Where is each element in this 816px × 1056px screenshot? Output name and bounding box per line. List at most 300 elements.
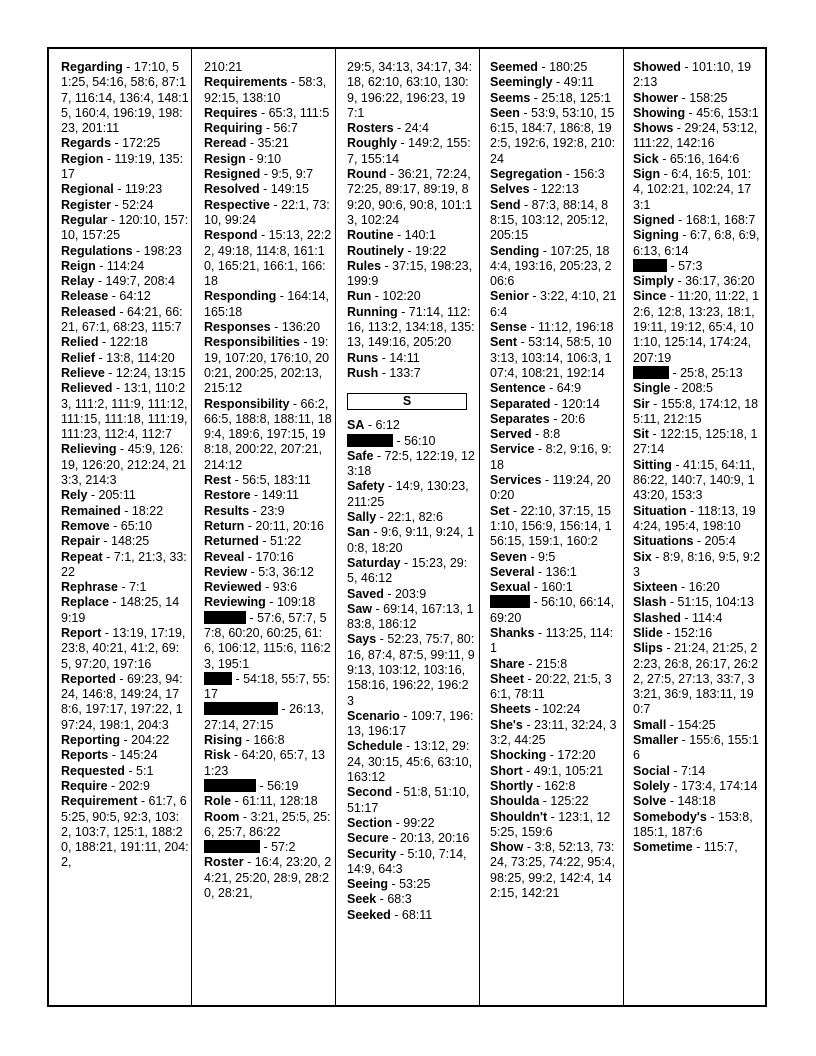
index-term: SA (347, 418, 365, 433)
index-entry: Relied - 122:18 (61, 335, 148, 350)
index-term: Slashed (633, 610, 681, 625)
index-term: Restore (204, 488, 251, 503)
page-line-refs: 204:22 (131, 733, 170, 748)
index-entry: Seeked - 68:11 (347, 907, 433, 922)
index-entry: Sexual - 160:1 (490, 580, 573, 595)
index-term: Rules (347, 258, 382, 273)
index-entry: Section - 99:22 (347, 815, 435, 830)
index-entry: Separates - 20:6 (490, 411, 586, 426)
index-term: Require (61, 778, 108, 793)
page-line-refs: 58:3, 92:15, 138:10 (204, 75, 327, 105)
index-term: Senior (490, 289, 529, 304)
index-entry: Service - 8:2, 9:16, 9:18 (490, 442, 612, 472)
page-line-refs: 149:15 (270, 182, 309, 197)
index-entry: Somebody's - 153:8, 185:1, 187:6 (633, 809, 753, 839)
index-entry: Room - 3:21, 25:5, 25:6, 25:7, 86:22 (204, 809, 331, 839)
index-term: Respective (204, 197, 271, 212)
page-line-refs: 125:22 (550, 794, 589, 809)
index-term: Signed (633, 212, 675, 227)
index-term: Somebody's (633, 809, 707, 824)
index-term: Solve (633, 794, 667, 809)
page-line-refs: 25:18, 125:1 (541, 90, 611, 105)
index-entry: Saved - 203:9 (347, 586, 427, 601)
page-line-refs: 6:12 (375, 418, 400, 433)
index-term: Round (347, 167, 387, 182)
index-term: Sometime (633, 840, 693, 855)
index-term: Sitting (633, 457, 672, 472)
index-term: Regional (61, 182, 114, 197)
page-line-refs: 20:11, 20:16 (255, 518, 324, 533)
index-term: Returned (204, 534, 259, 549)
column-divider (191, 47, 192, 1007)
index-entry: Responsibility - 66:2, 66:5, 188:8, 188:11, 189:4, 189:6, 197:15, 198:18, 200:22, 207:21, 214:12 (204, 396, 332, 472)
index-entry: Rosters - 24:4 (347, 121, 429, 136)
index-term: Seeked (347, 907, 391, 922)
index-entry: Regulations - 198:23 (61, 243, 182, 258)
page-line-refs: 13:8, 114:20 (106, 350, 175, 365)
index-entry: Six - 8:9, 8:16, 9:5, 9:23 (633, 549, 761, 579)
index-entry: Seemingly - 49:11 (490, 75, 594, 90)
index-entry: Replace - 148:25, 149:19 (61, 595, 180, 625)
index-entry (204, 60, 332, 75)
page-line-refs: 205:11 (98, 488, 136, 503)
page-line-refs: 149:7, 208:4 (105, 274, 175, 289)
page-line-refs: 14:9, 130:23, 211:25 (347, 479, 469, 509)
index-term: Security (347, 846, 397, 861)
index-term: Requiring (204, 121, 263, 136)
index-term: Shouldn't (490, 809, 548, 824)
index-entry: Requirements - 58:3, 92:15, 138:10 (204, 75, 327, 105)
page-line-refs: 102:24 (542, 702, 581, 717)
page-line-refs: 23:11, 32:24, 33:2, 44:25 (490, 717, 617, 748)
index-column-5 (633, 60, 761, 855)
index-entry: Safety - 14:9, 130:23, 211:25 (347, 479, 469, 509)
page-line-refs: 120:10, 157:10, 157:25 (61, 212, 189, 243)
index-term: Region (61, 151, 104, 166)
page-line-refs: 54:18, 55:7, 55:17 (204, 671, 330, 702)
redaction-bar (347, 434, 393, 447)
page-line-refs: 56:5, 183:11 (242, 473, 311, 488)
page-line-refs: 9:5 (537, 549, 556, 564)
index-entry: Sick - 65:16, 164:6 (633, 151, 740, 166)
index-entry: Shanks - 113:25, 114:1 (490, 625, 614, 656)
page-line-refs: 3:22, 4:10, 216:4 (490, 289, 617, 319)
index-term: Responding (204, 289, 277, 304)
index-term: Slips (633, 641, 663, 656)
index-entry: - 57:6, 57:7, 57:8, 60:20, 60:25, 61:6, 106:12, 115:6, 116:23, 195:1 (204, 610, 331, 671)
index-term: Reviewed (204, 580, 262, 595)
index-entry: Segregation - 156:3 (490, 167, 605, 182)
page-line-refs: 16:4, 23:20, 24:21, 25:20, 28:9, 28:20, 28:21, (204, 855, 332, 901)
index-term: Roster (204, 855, 244, 870)
index-term: Sense (490, 320, 527, 335)
index-entry: Slash - 51:15, 104:13 (633, 595, 754, 610)
index-term: Separated (490, 396, 551, 411)
page-line-refs: 9:5, 9:7 (271, 167, 314, 182)
page-line-refs: 65:16, 164:6 (669, 151, 740, 166)
index-term: Sign (633, 167, 661, 182)
index-entry: Sending - 107:25, 184:4, 193:16, 205:23, 206:6 (490, 243, 612, 289)
index-term: Safe (347, 448, 374, 463)
index-term: Regards (61, 136, 112, 151)
index-entry: Shoulda - 125:22 (490, 794, 589, 809)
index-entry: Short - 49:1, 105:21 (490, 763, 604, 778)
page-line-refs: 49:11 (563, 75, 594, 90)
page-line-refs: 114:24 (106, 258, 145, 273)
page-line-refs: 12:24, 13:15 (115, 365, 186, 380)
index-term: Set (490, 503, 510, 518)
page-line-refs: 57:2 (271, 840, 296, 855)
page-line-refs: 8:9, 8:16, 9:5, 9:23 (633, 549, 761, 579)
page-line-refs: 166:8 (253, 733, 285, 748)
index-term: Report (61, 625, 102, 640)
index-entry: Safe - 72:5, 122:19, 123:18 (347, 448, 475, 479)
index-term: Rely (61, 488, 88, 503)
page-line-refs: 51:22 (269, 534, 302, 549)
index-entry: Relay - 149:7, 208:4 (61, 274, 175, 289)
page-line-refs: 156:3 (573, 167, 605, 182)
index-column-3 (347, 60, 475, 923)
index-entry: - 56:19 (204, 779, 332, 794)
index-entry: Relieved - 13:1, 110:23, 111:2, 111:9, 111:12, 111:15, 111:18, 111:19, 111:23, 112:4, 112:7 (61, 381, 188, 442)
index-term: Shoulda (490, 794, 540, 809)
column-divider (623, 47, 624, 1007)
index-entry: Respond - 15:13, 22:22, 49:18, 114:8, 161:10, 165:21, 166:1, 166:18 (204, 228, 332, 289)
index-term: Released (61, 304, 116, 319)
page-line-refs: 162:8 (544, 778, 576, 793)
page-line-refs: 53:14, 58:5, 103:13, 103:14, 106:3, 107:4, 108:21, 192:14 (490, 335, 612, 380)
index-term: Short (490, 763, 523, 778)
page-line-refs: 172:25 (122, 136, 161, 151)
index-term: Showing (633, 105, 686, 120)
page-line-refs: 122:18 (109, 335, 148, 350)
index-entry: Relieving - 45:9, 126:19, 126:20, 212:24, 213:3, 214:3 (61, 442, 187, 488)
index-term: Register (61, 197, 112, 212)
page-line-refs: 140:1 (404, 228, 436, 243)
index-entry: Relieve - 12:24, 13:15 (61, 365, 186, 380)
page-line-refs: 41:15, 64:11, 86:22, 140:7, 140:9, 143:20, 153:3 (633, 457, 756, 503)
page-line-refs: 210:21 (204, 60, 243, 74)
index-entry: Shower - 158:25 (633, 90, 728, 105)
index-term: Seemed (490, 60, 538, 74)
index-entry: Reign - 114:24 (61, 258, 145, 273)
index-term: Sally (347, 510, 377, 525)
page-line-refs: 102:20 (382, 289, 421, 304)
page-line-refs: 69:14, 167:13, 183:8, 186:12 (347, 601, 474, 632)
index-term: Return (204, 518, 245, 533)
index-column-4 (490, 60, 618, 901)
index-entry: Shocking - 172:20 (490, 748, 596, 763)
index-entry: Solve - 148:18 (633, 794, 716, 809)
page-line-refs: 36:17, 36:20 (685, 274, 755, 289)
page-line-refs: 114:4 (692, 610, 723, 625)
page-line-refs: 109:18 (276, 595, 316, 610)
index-entry: Respective - 22:1, 73:10, 99:24 (204, 197, 330, 227)
page-line-refs: 51:15, 104:13 (677, 595, 754, 610)
page-line-refs: 37:15, 198:23, 199:9 (347, 258, 473, 289)
index-term: Reporting (61, 733, 121, 748)
page-line-refs: 65:10 (120, 518, 153, 533)
index-entry: Require - 202:9 (61, 778, 150, 793)
page-line-refs: 8:2, 9:16, 9:18 (490, 442, 612, 472)
index-term: Since (633, 289, 667, 304)
redaction-bar (204, 611, 246, 624)
page-line-refs: 101:10, 192:13 (633, 60, 752, 90)
page-line-refs: 16:20 (688, 580, 720, 595)
redaction-bar (633, 259, 667, 272)
page-line-refs: 119:24, 200:20 (490, 473, 611, 503)
index-entry: Requirement - 61:7, 65:25, 90:5, 92:3, 103:2, 103:7, 125:1, 188:20, 188:21, 191:11, 204:2, (61, 794, 189, 870)
index-term: Schedule (347, 739, 403, 754)
index-term: Reported (61, 671, 116, 686)
page-line-refs: 155:8, 174:12, 185:11, 212:15 (633, 396, 759, 426)
page-line-refs: 53:9, 53:10, 156:15, 184:7, 186:8, 192:5, 192:6, 192:8, 210:24 (490, 105, 616, 166)
page-line-refs: 45:6, 153:1 (696, 105, 759, 120)
index-entry: Saw - 69:14, 167:13, 183:8, 186:12 (347, 601, 474, 632)
index-term: Regular (61, 212, 108, 227)
index-entry: Runs - 14:11 (347, 350, 420, 365)
page-line-refs: 52:23, 75:7, 80:16, 87:4, 87:5, 99:11, 99:13, 103:12, 103:16, 158:16, 196:22, 196:23 (347, 632, 475, 708)
index-term: Results (204, 503, 250, 518)
index-entry: Sometime - 115:7, (633, 840, 738, 855)
index-entry: Share - 215:8 (490, 656, 568, 671)
page-line-refs: 68:3 (387, 892, 412, 907)
index-entry: Sign - 6:4, 16:5, 101:4, 102:21, 102:24, 173:1 (633, 167, 752, 212)
index-term: Requested (61, 763, 125, 778)
index-entry (347, 60, 475, 121)
index-entry: Sheet - 20:22, 21:5, 36:1, 78:11 (490, 671, 612, 702)
index-term: Several (490, 564, 535, 579)
index-term: Sent (490, 335, 518, 350)
index-entry: Restore - 149:11 (204, 488, 299, 503)
section-header: S (347, 393, 467, 410)
index-entry: Regular - 120:10, 157:10, 157:25 (61, 212, 189, 243)
page-line-refs: 24:4 (404, 121, 429, 136)
index-entry: Slide - 152:16 (633, 625, 713, 640)
index-entry: Seven - 9:5 (490, 549, 556, 564)
index-term: Says (347, 632, 377, 647)
index-term: Relief (61, 350, 96, 365)
index-term: Showed (633, 60, 681, 74)
index-entry: Rely - 205:11 (61, 488, 136, 503)
index-term: Show (490, 840, 524, 855)
index-entry: Security - 5:10, 7:14, 14:9, 64:3 (347, 846, 467, 876)
page-line-refs: 154:25 (677, 717, 716, 732)
page-line-refs: 56:10 (404, 433, 436, 448)
index-entry: Sally - 22:1, 82:6 (347, 510, 443, 525)
index-entry: Small - 154:25 (633, 717, 716, 732)
index-entry: Responding - 164:14, 165:18 (204, 289, 330, 319)
index-term: Six (633, 549, 652, 564)
index-term: Roughly (347, 136, 397, 151)
index-term: Risk (204, 748, 231, 763)
index-term: Situation (633, 503, 687, 518)
index-entry: Reporting - 204:22 (61, 733, 170, 748)
page-line-refs: 23:9 (260, 503, 285, 518)
index-term: Situations (633, 534, 694, 549)
index-entry: Reviewing - 109:18 (204, 595, 316, 610)
page-line-refs: 19:22 (415, 243, 447, 258)
page-line-refs: 13:19, 17:19, 23:8, 40:21, 41:2, 69:5, 97:20, 197:16 (61, 625, 186, 671)
redaction-bar (204, 672, 232, 685)
index-entry: Roster - 16:4, 23:20, 24:21, 25:20, 28:9, 28:20, 28:21, (204, 855, 332, 901)
index-term: Sending (490, 243, 540, 258)
column-divider (335, 47, 336, 1007)
page-line-refs: 149:11 (261, 488, 299, 503)
page-line-refs: 202:9 (118, 778, 150, 793)
page-line-refs: 25:8, 25:13 (680, 365, 743, 380)
index-entry: Requiring - 56:7 (204, 121, 298, 136)
page-line-refs: 119:23 (124, 182, 163, 197)
page-line-refs: 107:25, 184:4, 193:16, 205:23, 206:6 (490, 243, 612, 289)
redaction-bar (633, 366, 669, 379)
page-line-refs: 45:9, 126:19, 126:20, 212:24, 213:3, 214:3 (61, 442, 187, 488)
index-term: Simply (633, 274, 674, 289)
page-line-refs: 203:9 (394, 586, 427, 601)
index-term: Selves (490, 182, 530, 197)
page-line-refs: 69:23, 94:24, 146:8, 149:24, 178:6, 197:17, 197:22, 197:24, 198:1, 204:3 (61, 671, 183, 732)
index-entry: Resolved - 149:15 (204, 182, 309, 197)
index-entry: Resign - 9:10 (204, 151, 282, 166)
index-entry: Reveal - 170:16 (204, 549, 294, 564)
page-line-refs: 17:10, 51:25, 54:16, 58:6, 87:17, 116:14, 136:4, 148:15, 160:4, 196:19, 198:23, 201:11 (61, 60, 189, 136)
index-entry: Reread - 35:21 (204, 136, 289, 151)
index-entry: - 56:10, 66:14, 69:20 (490, 595, 615, 625)
index-entry: Seemed - 180:25 (490, 60, 588, 74)
page-line-refs: 145:24 (119, 748, 158, 763)
page-line-refs: 61:11, 128:18 (242, 794, 318, 809)
index-entry: Seeing - 53:25 (347, 877, 431, 892)
index-entry: Scenario - 109:7, 196:13, 196:17 (347, 708, 474, 739)
page-line-refs: 9:6, 9:11, 9:24, 10:8, 18:20 (347, 525, 474, 555)
index-entry: Secure - 20:13, 20:16 (347, 831, 470, 846)
index-term: Sit (633, 427, 649, 442)
page-line-refs: 168:1, 168:7 (685, 212, 756, 227)
page-line-refs: 6:4, 16:5, 101:4, 102:21, 102:24, 173:1 (633, 167, 752, 212)
index-entry: Smaller - 155:6, 155:16 (633, 733, 759, 763)
index-entry: Situations - 205:4 (633, 534, 736, 549)
index-entry: Selves - 122:13 (490, 182, 579, 197)
page-line-refs: 148:25 (111, 534, 150, 549)
index-entry: Rules - 37:15, 198:23, 199:9 (347, 258, 473, 289)
page-line-refs: 208:5 (681, 381, 713, 396)
page-line-refs: 180:25 (549, 60, 588, 74)
index-entry: Remained - 18:22 (61, 503, 164, 518)
page-line-refs: 21:24, 21:25, 22:23, 26:8, 26:17, 26:22, 27:5, 27:13, 33:7, 33:21, 36:9, 183:11, 190:7 (633, 641, 759, 717)
index-term: Resigned (204, 167, 261, 182)
index-entry: Released - 64:21, 66:21, 67:1, 68:23, 115:7 (61, 304, 183, 335)
page-line-refs: 3:8, 52:13, 73:24, 73:25, 74:22, 95:4, 98:25, 99:2, 142:4, 142:15, 142:21 (490, 840, 616, 901)
index-term: Relieved (61, 381, 113, 396)
index-entry: Risk - 64:20, 65:7, 131:23 (204, 748, 325, 778)
index-entry: Sit - 122:15, 125:18, 127:14 (633, 427, 758, 457)
index-term: Saw (347, 601, 373, 616)
index-term: Runs (347, 350, 379, 365)
index-term: Repair (61, 534, 100, 549)
index-entry: Set - 22:10, 37:15, 151:10, 156:9, 156:14, 156:15, 159:1, 160:2 (490, 503, 612, 549)
index-term: Section (347, 815, 393, 830)
index-term: Sentence (490, 381, 546, 396)
index-term: Requires (204, 105, 258, 120)
page-line-refs: 158:25 (689, 90, 728, 105)
page-line-refs: 26:13, 27:14, 27:15 (204, 702, 324, 732)
index-entry: Rephrase - 7:1 (61, 580, 147, 595)
index-entry: She's - 23:11, 32:24, 33:2, 44:25 (490, 717, 617, 748)
index-entry: Release - 64:12 (61, 289, 151, 304)
page-line-refs: 56:10, 66:14, 69:20 (490, 595, 615, 625)
index-term: Services (490, 473, 542, 488)
page-line-refs: 173:4, 174:14 (680, 778, 758, 793)
page-line-refs: 22:1, 73:10, 99:24 (204, 197, 330, 227)
index-entry: Responses - 136:20 (204, 320, 321, 335)
index-term: She's (490, 717, 523, 732)
index-term: Separates (490, 411, 550, 426)
page-line-refs: 5:1 (136, 763, 154, 778)
index-term: Routinely (347, 243, 404, 258)
index-entry: Regards - 172:25 (61, 136, 161, 151)
page-line-refs: 155:6, 155:16 (633, 733, 759, 763)
index-term: Signing (633, 228, 679, 243)
index-entry: Senior - 3:22, 4:10, 216:4 (490, 289, 617, 319)
page-line-refs: 172:20 (557, 748, 596, 763)
page-line-refs: 36:21, 72:24, 72:25, 89:17, 89:19, 89:20, 90:6, 90:8, 101:13, 102:24 (347, 167, 473, 227)
index-entry: - 25:8, 25:13 (633, 366, 761, 381)
page-line-refs: 71:14, 112:16, 113:2, 134:18, 135:13, 149:16, 205:20 (347, 304, 475, 350)
page-line-refs: 15:13, 22:22, 49:18, 114:8, 161:10, 165:21, 166:1, 166:18 (204, 228, 332, 289)
index-term: Rising (204, 733, 243, 748)
index-term: Resign (204, 151, 246, 166)
index-term: Room (204, 809, 240, 824)
index-entry: Slips - 21:24, 21:25, 22:23, 26:8, 26:17, 26:22, 27:5, 27:13, 33:7, 33:21, 36:9, 183:11, 190:7 (633, 641, 759, 717)
page-line-refs: 7:1, 21:3, 33:22 (61, 549, 187, 579)
page-line-refs: 122:15, 125:18, 127:14 (633, 427, 758, 457)
index-term: Reign (61, 258, 96, 273)
index-entry: Show - 3:8, 52:13, 73:24, 73:25, 74:22, 95:4, 98:25, 99:2, 142:4, 142:15, 142:21 (490, 840, 616, 901)
page-line-refs: 93:6 (272, 580, 298, 595)
index-entry: Results - 23:9 (204, 503, 285, 518)
index-term: Regarding (61, 60, 123, 74)
index-entry: Simply - 36:17, 36:20 (633, 274, 755, 289)
index-term: Slide (633, 625, 663, 640)
page-line-refs: 15:23, 29:5, 46:12 (347, 555, 468, 586)
index-term: Run (347, 289, 372, 304)
index-term: Role (204, 794, 232, 809)
page-line-refs: 64:12 (119, 289, 151, 304)
index-term: Seen (490, 105, 520, 120)
index-term: Seemingly (490, 75, 553, 90)
index-term: Sir (633, 396, 650, 411)
index-entry: Shouldn't - 123:1, 125:25, 159:6 (490, 809, 611, 839)
index-term: Seems (490, 90, 531, 105)
index-entry: Signing - 6:7, 6:8, 6:9, 6:13, 6:14 (633, 228, 760, 258)
index-entry: Repeat - 7:1, 21:3, 33:22 (61, 549, 187, 579)
page-line-refs: 109:7, 196:13, 196:17 (347, 708, 474, 739)
page-line-refs: 120:14 (561, 396, 600, 411)
page-line-refs: 5:3, 36:12 (258, 564, 314, 579)
page-line-refs: 49:1, 105:21 (533, 763, 604, 778)
index-term: Send (490, 197, 521, 212)
index-entry: Single - 208:5 (633, 381, 713, 396)
page-line-refs: 115:7, (703, 840, 738, 855)
index-entry: Routine - 140:1 (347, 228, 436, 243)
index-entry: Regarding - 17:10, 51:25, 54:16, 58:6, 87:17, 116:14, 136:4, 148:15, 160:4, 196:19, 198:23, 201:11 (61, 60, 189, 136)
index-term: Solely (633, 778, 670, 793)
page-line-refs: 20:13, 20:16 (399, 831, 470, 846)
page-line-refs: 8:8 (542, 427, 561, 442)
index-term: Rosters (347, 121, 394, 136)
index-term: Saved (347, 586, 384, 601)
page-line-refs: 133:7 (389, 365, 421, 380)
